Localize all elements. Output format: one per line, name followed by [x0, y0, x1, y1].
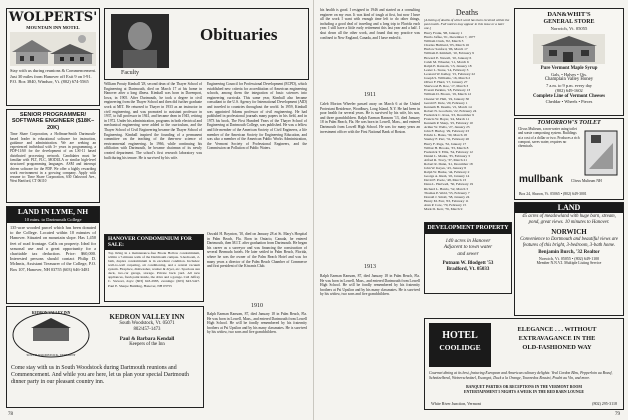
toilet-diagram: [583, 129, 619, 177]
danwhit-cheeses: Complete Line of Vermont Cheeses: [533, 93, 605, 99]
tomorrows-toilet-ad: [514, 118, 624, 200]
death-entry: John W. Keyes, '43, January 8: [424, 166, 467, 171]
death-entry: Charles Hubbard, '05, March 16: [424, 43, 469, 48]
danwhit-syrup-sizes: Gals. • Halves • Qts.: [551, 71, 587, 77]
death-entry: Gerald F. Dole, '20, February 1: [424, 100, 468, 105]
hanover-condo-ad: [104, 234, 204, 302]
death-entry: Arthur W. Wells, '27, January 25: [424, 125, 470, 130]
obituaries-title: Obituaries: [200, 25, 278, 44]
year-1913-label: 1913: [364, 264, 376, 270]
hotel-logo-1: HOTEL: [442, 330, 478, 341]
obituary-column-3b: Ralph Earman Ransom, 87, died January 18 in Palm Beach, Fla. He was born in Lowell, Mass., and entered Dartmouth from Lowell High School. He will be fondly remembered by his fraternity brothers at Psi Upsilon and by his many classmates. He is survived by his widow, two sons and five grandchildren.: [207, 312, 307, 335]
death-entry: Mark D. Kerr, '76, March 9: [424, 207, 463, 212]
death-entry: Frederick C. Ross, '23, December 9: [424, 112, 474, 117]
development-title: DEVELOPMENT PROPERTY: [425, 223, 511, 234]
development-contact-2: Bradford, Vt. 05033: [446, 267, 490, 273]
land-text: 45 acres of meadowland with huge barn, stream, pond, great views. 10 minutes to Hanover.: [522, 214, 616, 225]
death-entry: Caleb M. Wheeler, '11, March 6: [424, 59, 469, 64]
death-entry: Sherwood B. Roe, '17, March 3: [424, 84, 469, 89]
death-entry: Joseph S. Williams, '16, March 2: [424, 76, 471, 81]
hotel-phone: (802) 295-3118: [592, 401, 617, 406]
kedron-phone: 802/457-1473: [133, 327, 161, 332]
kedron-logo: [11, 311, 91, 359]
faculty-portrait: [111, 14, 169, 68]
death-entry: Robert N. Goodwin, '22, February 24: [424, 108, 477, 113]
death-entry: Richard L. Harris, '52, March 3: [424, 186, 468, 191]
death-entry: William D. Brown, '19, March 12: [424, 92, 472, 97]
norwich-title: NORWICH: [551, 228, 587, 237]
danwhit-town: Norwich, Vt. 05055: [550, 26, 588, 31]
death-entry: Henry M. Farr, '63, February 11: [424, 198, 469, 203]
death-entry: David F. Poole, '48, March 13: [424, 178, 466, 183]
right-page: [314, 0, 628, 420]
hotel-text: Gourmet dining at its best, featuring European and American culinary delights: Veal Cordon Bleu, Pepperloin au Boeuf, Schnitzelbowl, Weinerschnitzel, Escargot, Duck a la Orange, Tournedos Rossini, Poulet au Vin, and more.: [429, 371, 613, 380]
development-line-2: Adjacent to town water: [443, 244, 493, 251]
motel-illustration: [10, 32, 96, 66]
death-entry: Francis W. Boyer, '24, March 11: [424, 116, 470, 121]
danwhit-cheeses-2: Cheddar • Wheels • Pieces: [545, 99, 593, 105]
death-entry: John F. Hurley, '29, February 23: [424, 129, 470, 134]
wolperts-sub: MOUNTAIN INN MOTEL: [26, 25, 80, 30]
deaths-intro: [A listing of deaths of which word has been received within the past month. Full notices may appear in this issue or a later one.]: [424, 18, 510, 30]
death-entry: Alan P. Cote, '70, February 15: [424, 202, 467, 207]
hotel-logo-2: COOLIDGE: [439, 343, 481, 352]
lyme-land-title: LAND IN LYME, NH: [7, 207, 99, 217]
page-number-right: 79: [615, 412, 620, 417]
obituary-column-6: Ralph Earman Ransom, 87, died January 18 in Palm Beach, Fla. He was born in Lowell, Mass., and entered Dartmouth from Lowell High School. He will be fondly remembered by his fraternity brothers at Psi Upsilon and by his many classmates. He is survived by his widow, two sons and five grandchildren.: [320, 274, 420, 297]
death-entry: Kenneth P. Sharp, '25, February 10: [424, 121, 473, 126]
death-entry: Chester W. Hall, '19, January 30: [424, 96, 470, 101]
hotel-coolidge-ad: [424, 318, 624, 410]
deaths-title: Deaths: [455, 8, 479, 17]
danwhit-honey: Champlain Valley Honey: [544, 77, 594, 82]
hotel-address: White River Junction, Vermont: [431, 401, 481, 406]
lyme-land-text: 135-acre wooded parcel which has been donated to the College. Located within 10 minutes of Hanover. Situated on mountain slope. Has 1,450 feet of road frontage. Calls on property. Ideal for seasonal use and a great opportunity for a charitable tax deduction. Price: $60,000. Interested persons should contact Philip D. McInnis, Assistant Treasurer of the College, P.O. Box 107, Hanover, NH 03755 (603) 646-3481: [10, 225, 96, 272]
death-entry: Thomas P. Weld, '55, February 7: [424, 190, 470, 195]
death-entry: Edwin L. Bates, '30, March 18: [424, 133, 467, 138]
obituary-column-3: Oswald H. Boynton, '10, died on January 28 at St. Mary's Hospital in Palm Beach, Fla. Born in Ontario, Canada, he entered Dartmouth, then M.I.T. after graduation from Dartmouth. He began his career as a surveyor and was financing the construction of several Bermuda hotels. He later settled in Palm Beach, Florida, where he was the owner of the Palm Beach Hotel and was for many years a director of the Palm Beach Chamber of Commerce and first president of the Kiwanis Club.: [207, 232, 307, 269]
death-entry: William Clark, '02, March 3: [424, 39, 464, 44]
senior-programmer-title: SENIOR PROGRAMMER/ SOFTWARE ENGINEER ($18K–20K): [11, 112, 95, 131]
store-illustration: [533, 34, 605, 64]
norwich-text: Convenience to Dartmouth and beautiful views are features of this bright, 3-bedroom, 3-bath home.: [520, 237, 618, 248]
kedron-valley-ad: [6, 306, 204, 408]
death-entry: Howard E. Newell, '10, January 6: [424, 55, 472, 60]
development-line-3: and sewer: [457, 250, 479, 257]
toilet-contact: Box 24, Sharon, Vt. 05065 • (802) 649-3001: [519, 192, 587, 196]
toilet-brand-sub: Clivus Multrum NH: [571, 179, 602, 183]
senior-programmer-ad: [6, 109, 100, 203]
deaths-section: [424, 8, 510, 216]
danwhit-name: DAN&WHIT'S: [547, 11, 591, 18]
land-title: LAND: [515, 203, 623, 213]
danwhit-syrup: Pure Vermont Maple Syrup: [540, 66, 598, 71]
death-entry: Kenneth B. Deems, '21, March 14: [424, 104, 472, 109]
land-norwich-ad: [514, 202, 624, 316]
lyme-land-ad: [6, 206, 100, 304]
death-entry: Ralph W. Burke, '44, February 2: [424, 170, 470, 175]
hotel-logo: [429, 323, 491, 367]
kedron-name: KEDRON VALLEY INN: [109, 313, 185, 321]
hotel-entertainment: ENTERTAINMENT 5 NIGHTS A WEEK IN THE RED BARN LOUNGE: [463, 390, 585, 394]
year-1910-label: 1910: [251, 303, 263, 309]
death-entry: Harris Jaffee, '01, December 7, 1977: [424, 35, 476, 40]
kedron-address: South Woodstock, Vt. 05071: [119, 321, 175, 326]
death-entry: William P. Kimball, '10, February 9: [424, 51, 474, 56]
death-entry: Harry F. Page, '32, January 17: [424, 141, 467, 146]
development-line-1: 140 acres in Hanover: [445, 238, 491, 244]
obituary-column-4: his health is good. I resigned in 1946 and started as a consulting engineer on my own. It was kind of tough at first, but now I have all the work I want with enough time left to do other things, including a good deal of traveling and a long trip to Florida each year. I still have a little early retirement this last year and a half. I shut down all the other work, and found that my practice was confined to New England, Canada, and I have ended it.: [320, 8, 420, 40]
toilet-brand: mullbank: [519, 174, 563, 185]
danwhit-phone: (802) 649-1602: [555, 88, 583, 94]
death-entry: Oliver F. Hurd, '17, January 27: [424, 80, 468, 85]
wolperts-ad: [6, 8, 100, 106]
lyme-land-sub: 10 mins. to Dartmouth College: [7, 217, 99, 223]
obituary-column-1: William Prouty Kimball '28, second dean of the Thayer School of Engineering at Dartmouth, died on March 17 at his home in Hanover after a long illness. Kimball was born in Davenport, Iowa, in 1905. After Dartmouth, he took a degree in civil engineering from the Thayer School and then did further graduate work at MIT. He returned to Thayer in 1933 as an instructor in civil engineering, and was promoted to assistant professor in 1937, to full professor in 1941, and became dean in 1945, retiring in 1972. Under his administration, programs in both electrical and mechanical engineering were added to the curriculum, and the Thayer School of Civil Engineering became the Thayer School of Engineering. Kimball inspired the founding of a permanent committee on the teaching of the then-new science of environmental engineering. In 1966, while continuing his affiliation with Dartmouth, he became chairman of its newly created department. The school's first research laboratory was built during his tenure. He is survived by his wife.: [104, 82, 202, 160]
kedron-logo-text: KEDRON VALLEY INN: [31, 311, 71, 315]
wolperts-name: WOLPERTS': [8, 10, 98, 25]
hanover-condo-text: Top living in a maintenance-free Brook Hollow condominium, within a 7-minute walk of the Dartmouth campus. 3-bedroom, 2-bath, duplex condominium is in excellent condition. Includes: wall-to-wall carpeting, air conditioning, and a central vacuum system. Fireplace, dishwasher, washer & dryer, etc. Spacious sun deck, two-car garage, storage. Private back yard. All new appliances, fresh paint inside, the drive and a garage. Call Jeffrey C. Stewart, days: (603) 643-2983, evenings: (603) 643-5427. Paul E. Sharpe Building, Hanover, NH 03755: [108, 250, 200, 288]
death-entry: Wilbur H. Brooks, '33, March 8: [424, 145, 469, 150]
development-property-ad: [424, 222, 512, 294]
kedron-owners: Paul & Barbara Kendall: [119, 336, 175, 342]
deaths-list: [424, 31, 510, 211]
death-entry: Robert R. Dunn, '41, December 18: [424, 162, 473, 166]
death-entry: Ralph E. Ransom, '13, January 18: [424, 63, 472, 68]
kedron-text: Come stay with us in South Woodstock during Dartmouth reunions and Commencement. And while you are here, let us plan your special Dartmouth dinner party in our pleasant country inn.: [11, 365, 189, 385]
death-entry: Alfred R. Tracy, '37, March 21: [424, 157, 467, 162]
hotel-banquet: BANQUET PARTIES OR RECEPTIONS IN THE VERMONT ROOM: [466, 385, 582, 389]
toilet-text: Clivus Multrum, a non-water using toilet and waste composting system. Buildings at a cost of a dollar or two. Produces a rich compost, saves water, requires no chemicals.: [518, 127, 580, 149]
senior-programmer-text: Time Share Corporation, a Hoffman-Smith Dartmouth-based leader in educational software for instruction, guidance and administration. We are seeking an experienced individual with 3+ years in programming, a PDP-11/60 for the development of an LSI-11 based distributed processing network. Candidates must be familiar with PLT, FLC, MODULA or similar high-level structured programming languages. ASM and interrupt driven software for the PDP. We offer a highly rewarding work environment in a growing company. Apply with resume to: Time Share Corporation, 630 Oakwood Ave., West Hartford, CT 06110: [10, 132, 96, 184]
hanover-condo-title: HANOVER CONDOMINIUM FOR SALE:: [105, 235, 203, 250]
death-entry: Dana L. Hartwell, '50, February 19: [424, 182, 474, 187]
faculty-label: Faculty: [121, 70, 139, 76]
realtor-address: Norwich, Vt. 05055 • (802) 649-1100: [538, 256, 600, 262]
realtor-name: Benjamin Burch, '32 Realtor: [538, 250, 600, 256]
death-entry: Donald J. Small, '58, January 24: [424, 194, 470, 199]
obituaries-header: [104, 8, 309, 80]
hotel-elegance-3: OLD-FASHIONED WAY: [522, 344, 592, 351]
death-entry: Everett Perkins, '18, February 13: [424, 88, 471, 93]
wolperts-text: Stay with us during reunions & Commencement. Just 30 miles from Hanover off Exit 9 on I-91. P.O. Box 3840, Windsor, Vt. (802) 674-5565: [10, 68, 96, 84]
hotel-elegance-1: ELEGANCE . . . WITHOUT: [517, 326, 597, 333]
death-entry: George A. Rush, '45, January 14: [424, 174, 470, 179]
death-entry: Stanley F. Parr, '31, February 20: [424, 137, 470, 142]
toilet-title: TOMORROW'S TOILET: [537, 120, 601, 126]
death-entry: Harlow Sanford, '06, March 17: [424, 47, 468, 52]
year-1911-label: 1911: [364, 92, 376, 98]
death-entry: Daniel L. Marks, '35, February 3: [424, 153, 470, 158]
death-entry: Frederick T. Ellis, '34, February 12: [424, 149, 473, 154]
kedron-logo-bottom: SOUTH WOODSTOCK, VERMONT: [26, 353, 76, 357]
obituary-column-2: Engineering Council for Professional Development (ECPD), which established new criteria for accreditation of American engineering schools, among them the integration of basic sciences into engineering curricula. This same year, Kimball also became consultant to the U.S. Agency for International Development (AID) and traveled to countries throughout the world. In 1959, Kimball was appointed Adams professor of civil engineering. He had published in professional journals many papers in his field, and in 1973 his book, The First Hundred Years of the Thayer School of Engineering at Dartmouth College, was published. He was a fellow and life member of the American Society of Civil Engineers, a life member of the American Society for Engineering Education, and was also a member of the American Public Works Administration, the Vermont Society of Professional Engineers, and the Commission on Pollution of Public Waters.: [207, 82, 307, 151]
danwhit-sub: GENERAL STORE: [543, 19, 595, 25]
obituary-column-5: Caleb Morton Wheeler passed away on March 6 at the United Protestant Residence, Woodbury, Long Island, N.Y. He had been in poor health for several years. He is survived by his wife, his son, and three grandchildren. Ralph Earman Ransom '13, died January 18 in Palm Beach, Fla. He was born in Lowell, Mass., and entered Dartmouth from Lowell High School. He was for many years an investment officer with the First National Bank of Boston.: [320, 102, 420, 134]
danwhit-hours: 7 a.m. to 9 p.m. every day: [546, 82, 592, 88]
danwhit-ad: [514, 8, 624, 116]
page-number-left: 78: [8, 412, 13, 417]
kedron-role: Keepers of the Inn: [129, 342, 165, 347]
death-entry: Lester L. Stone, '14, February 3: [424, 67, 469, 72]
hotel-elegance-2: EXTRAVAGANCE IN THE: [518, 335, 596, 342]
death-entry: Leonard W. Kelley, '15, February 22: [424, 71, 475, 76]
death-entry: Harry Frank, '98, January 1: [424, 31, 463, 35]
development-contact-1: Putnam W. Blodgett '53: [442, 261, 494, 267]
realtor-member: Member N.N.V.I. Multiple Listing Service: [536, 261, 602, 266]
